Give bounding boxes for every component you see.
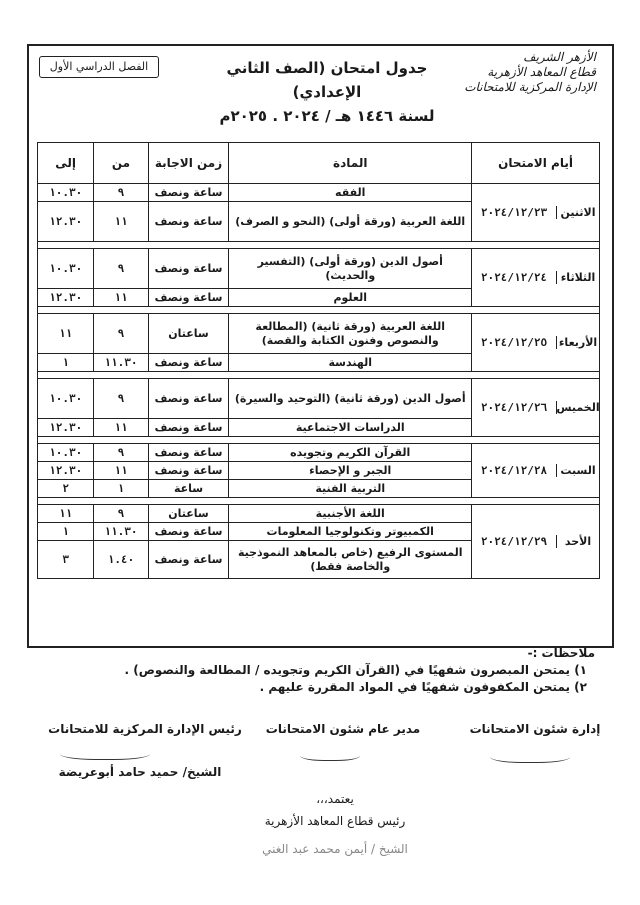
to-time-cell: ١٢.٣٠ <box>38 462 94 480</box>
approval-label: يعتمد،،، <box>316 792 354 806</box>
from-time-cell: ١١.٣٠ <box>94 354 148 372</box>
table-row <box>38 444 600 462</box>
signature-approval <box>220 792 450 856</box>
from-time-cell: ١١ <box>94 462 148 480</box>
duration-cell: ساعة ونصف <box>148 444 229 462</box>
document-header <box>27 44 610 140</box>
subject-cell: المستوى الرفيع (خاص بالمعاهد النموذجية والخاصة فقط) <box>229 541 472 579</box>
to-time-cell: ١٢.٣٠ <box>38 202 94 242</box>
gap-cell <box>38 242 600 249</box>
handwritten-signature <box>300 748 360 761</box>
duration-cell: ساعة ونصف <box>148 202 229 242</box>
to-time-cell: ١٢.٣٠ <box>38 289 94 307</box>
exam-schedule-table <box>37 142 600 579</box>
document-title <box>197 56 457 128</box>
from-time-cell: ١١.٣٠ <box>94 523 148 541</box>
day-name: الخميس <box>556 401 600 414</box>
gap-cell <box>38 498 600 505</box>
from-time-cell: ١.٤٠ <box>94 541 148 579</box>
row-gap <box>38 498 600 505</box>
duration-cell: ساعة ونصف <box>148 379 229 419</box>
day-name: الأربعاء <box>556 336 599 349</box>
title-line: جدول امتحان (الصف الثاني الإعدادي) <box>226 59 428 101</box>
day-cell <box>472 314 600 372</box>
signature-title: مدير عام شئون الامتحانات <box>265 722 421 736</box>
to-time-cell: ١ <box>38 523 94 541</box>
notes-heading: ملاحظات :- <box>527 646 595 660</box>
exam-date: ٢٠٢٤/١٢/٢٤ <box>480 271 548 284</box>
from-time-cell: ٩ <box>94 314 148 354</box>
subject-cell: أصول الدين (ورقة ثانية) (التوحيد والسيرة) <box>229 379 472 419</box>
duration-cell: ساعة ونصف <box>148 462 229 480</box>
duration-cell: ساعة ونصف <box>148 541 229 579</box>
signature-general-manager <box>258 722 428 736</box>
from-time-cell: ٩ <box>94 379 148 419</box>
table-row <box>38 505 600 523</box>
row-gap <box>38 307 600 314</box>
subject-cell: الفقه <box>229 184 472 202</box>
duration-cell: ساعة ونصف <box>148 249 229 289</box>
signature-title: إدارة شئون الامتحانات <box>469 722 601 736</box>
col-header-to: إلى <box>38 143 94 184</box>
from-time-cell: ٩ <box>94 184 148 202</box>
from-time-cell: ١١ <box>94 289 148 307</box>
day-cell <box>472 249 600 307</box>
exam-date: ٢٠٢٤/١٢/٢٩ <box>480 535 548 548</box>
subject-cell: العلوم <box>229 289 472 307</box>
to-time-cell: ١٠.٣٠ <box>38 379 94 419</box>
to-time-cell: ١١ <box>38 505 94 523</box>
to-time-cell: ١ <box>38 354 94 372</box>
gap-cell <box>38 372 600 379</box>
logo-line: قطاع المعاهد الأزهرية <box>487 65 596 79</box>
day-cell <box>472 184 600 242</box>
gap-cell <box>38 437 600 444</box>
signature-title: رئيس قطاع المعاهد الأزهرية <box>264 814 406 828</box>
subject-cell: الدراسات الاجتماعية <box>229 419 472 437</box>
signature-name: الشيخ / أيمن محمد عبد الغني <box>262 842 408 856</box>
subject-cell: القرآن الكريم وتجويده <box>229 444 472 462</box>
signature-title: رئيس الإدارة المركزية للامتحانات <box>48 722 242 736</box>
row-gap <box>38 437 600 444</box>
subject-cell: أصول الدين (ورقة أولى) (التفسير والحديث) <box>229 249 472 289</box>
subject-cell: اللغة العربية (ورقة أولى) (النحو و الصرف) <box>229 202 472 242</box>
day-name: السبت <box>556 464 599 477</box>
table-body <box>38 184 600 579</box>
day-name: الاثنين <box>556 206 599 219</box>
subject-cell: اللغة العربية (ورقة ثانية) (المطالعة والنصوص وفنون الكتابة والقصة) <box>229 314 472 354</box>
subject-cell: الكمبيوتر وتكنولوجيا المعلومات <box>229 523 472 541</box>
subject-cell: التربية الفنية <box>229 480 472 498</box>
col-header-subject: المادة <box>229 143 472 184</box>
table-row <box>38 314 600 354</box>
row-gap <box>38 242 600 249</box>
subject-cell: اللغة الأجنبية <box>229 505 472 523</box>
exam-date: ٢٠٢٤/١٢/٢٣ <box>480 206 548 219</box>
to-time-cell: ٣ <box>38 541 94 579</box>
logo-line: الإدارة المركزية للامتحانات <box>464 80 596 94</box>
handwritten-signature <box>490 748 570 763</box>
table-row <box>38 379 600 419</box>
duration-cell: ساعة ونصف <box>148 419 229 437</box>
term-label: الفصل الدراسي الأول <box>39 56 159 78</box>
from-time-cell: ١ <box>94 480 148 498</box>
table-row <box>38 184 600 202</box>
col-header-duration: زمن الاجابة <box>148 143 229 184</box>
signature-exams-admin <box>460 722 610 736</box>
to-time-cell: ١٢.٣٠ <box>38 419 94 437</box>
notes-section <box>40 645 595 696</box>
day-cell <box>472 379 600 437</box>
exam-date: ٢٠٢٤/١٢/٢٥ <box>480 336 548 349</box>
from-time-cell: ١١ <box>94 419 148 437</box>
to-time-cell: ١٠.٣٠ <box>38 249 94 289</box>
to-time-cell: ١٠.٣٠ <box>38 184 94 202</box>
col-header-days: أيام الامتحان <box>472 143 600 184</box>
note-item: ١) يمتحن المبصرون شفهيًا في (القرآن الكريم وتجويده / المطالعة والنصوص) . <box>124 663 587 677</box>
subject-cell: الهندسة <box>229 354 472 372</box>
signature-central-head <box>30 722 260 736</box>
to-time-cell: ٢ <box>38 480 94 498</box>
from-time-cell: ٩ <box>94 505 148 523</box>
day-name: الأحد <box>556 535 599 548</box>
to-time-cell: ١٠.٣٠ <box>38 444 94 462</box>
from-time-cell: ٩ <box>94 444 148 462</box>
duration-cell: ساعة ونصف <box>148 289 229 307</box>
day-cell <box>472 505 600 579</box>
duration-cell: ساعة ونصف <box>148 184 229 202</box>
subject-cell: الجبر و الإحصاء <box>229 462 472 480</box>
table-row <box>38 249 600 289</box>
logo-line: الأزهر الشريف <box>523 50 596 64</box>
table-header-row <box>38 143 600 184</box>
institution-logo <box>446 50 596 95</box>
day-cell <box>472 444 600 498</box>
duration-cell: ساعة ونصف <box>148 523 229 541</box>
gap-cell <box>38 307 600 314</box>
exam-date: ٢٠٢٤/١٢/٢٨ <box>480 464 548 477</box>
day-name: الثلاثاء <box>556 271 599 284</box>
from-time-cell: ١١ <box>94 202 148 242</box>
signature-central-head-name: الشيخ/ حميد حامد أبوعريضة <box>58 765 222 779</box>
exam-date: ٢٠٢٤/١٢/٢٦ <box>480 401 548 414</box>
title-year: لسنة ١٤٤٦ هـ / ٢٠٢٤ . ٢٠٢٥م <box>219 107 435 125</box>
row-gap <box>38 372 600 379</box>
from-time-cell: ٩ <box>94 249 148 289</box>
col-header-from: من <box>94 143 148 184</box>
note-item: ٢) يمتحن المكفوفون شفهيًا في المواد المقررة عليهم . <box>259 680 587 694</box>
to-time-cell: ١١ <box>38 314 94 354</box>
duration-cell: ساعتان <box>148 314 229 354</box>
handwritten-signature <box>60 745 150 760</box>
duration-cell: ساعة ونصف <box>148 354 229 372</box>
duration-cell: ساعتان <box>148 505 229 523</box>
duration-cell: ساعة <box>148 480 229 498</box>
